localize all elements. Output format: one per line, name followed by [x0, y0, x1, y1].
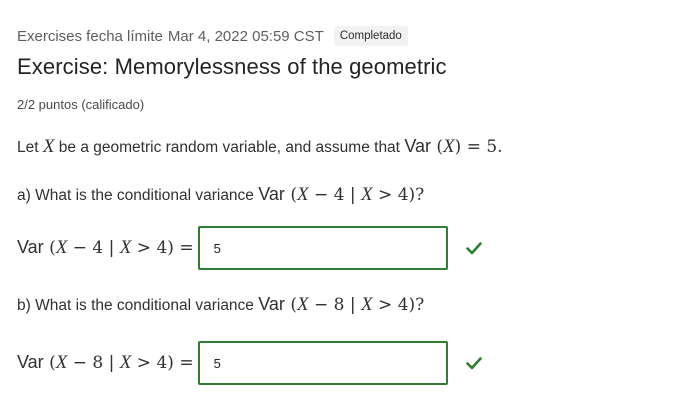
answer-a-value: 5 — [213, 240, 221, 256]
problem-intro — [17, 134, 667, 160]
variable-x: X — [42, 136, 55, 157]
part-a-prompt: a) What is the conditional variance Var (X − 4 | X > 4)? — [17, 184, 425, 205]
intro-text: Let — [17, 139, 39, 156]
answer-b-label: Var (X − 8 | X > 4) = — [17, 352, 194, 373]
status-badge: Completado — [334, 26, 408, 46]
correct-check-icon — [466, 356, 482, 370]
deadline-prefix: Exercises fecha límite — [17, 27, 163, 45]
answer-b-value: 5 — [213, 355, 221, 371]
part-b-expression: Var (X − 8 | X > 4)? — [258, 294, 425, 315]
answer-a-input[interactable] — [198, 226, 448, 270]
part-b-prompt: b) What is the conditional variance Var (X − 8 | X > 4)? — [17, 294, 425, 315]
answer-b-input[interactable] — [198, 341, 448, 385]
part-a-expression: Var (X − 4 | X > 4)? — [258, 184, 425, 205]
exercise-meta — [17, 24, 667, 48]
exercise-title: Exercise: Memorylessness of the geometric — [17, 54, 447, 79]
answer-row-a — [17, 226, 482, 270]
intro-text-2: be a geometric random variable, and assume that — [58, 139, 400, 156]
correct-check-icon — [466, 241, 482, 255]
answer-a-label: Var (X − 4 | X > 4) = — [17, 237, 194, 258]
answer-row-b — [17, 341, 482, 385]
deadline-date: Mar 4, 2022 05:59 CST — [167, 27, 324, 45]
intro-equation: Var (X) = 5. — [404, 136, 503, 157]
score-text: 2/2 puntos (calificado) — [17, 97, 145, 112]
problem-page — [17, 24, 667, 373]
